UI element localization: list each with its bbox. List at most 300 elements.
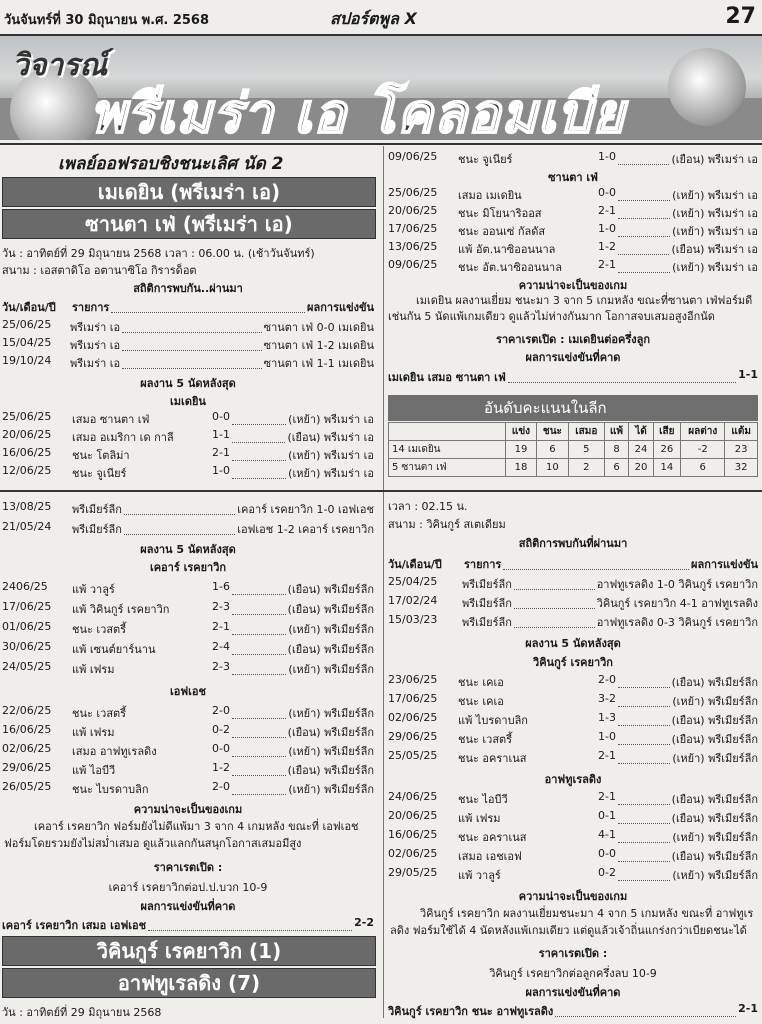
form-score: 0-0 [212, 742, 230, 755]
form-date: 20/06/25 [388, 204, 438, 217]
leader-dots [618, 730, 670, 745]
form-date: 17/06/25 [2, 600, 52, 613]
form-venue-comp: (เยือน) พรีเมียร์ลีก [671, 714, 758, 727]
form-opponent: ชนะ จูเนียร์ [458, 153, 513, 166]
form-date: 30/06/25 [2, 640, 52, 653]
brand-logo: สปอร์ตพูล X [330, 9, 417, 28]
h2h-result: เอฟเอช 1-2 เคอาร์ เรคยาวิก [237, 523, 374, 536]
form-date: 24/06/25 [388, 790, 438, 803]
form-venue-comp: (เยือน) พรีเมียร์ลีก [287, 583, 374, 596]
column-divider [383, 146, 384, 1018]
form-venue-comp: (เหย้า) พรีเมียร์ลีก [672, 695, 758, 708]
form-opponent: แพ้ เซนต์ยาร์นาน [72, 643, 156, 656]
leader-dots [232, 410, 286, 425]
form-date: 2406/25 [2, 580, 48, 593]
standings-row [389, 459, 758, 477]
match3-home-bar: วิคินกูร์ เรคยาวิก (1) [2, 936, 376, 966]
form-date: 16/06/25 [2, 446, 52, 459]
h2h-result: เคอาร์ เรคยาวิก 1-0 เอฟเอช [237, 503, 374, 516]
leader-dots [514, 613, 595, 628]
form-row [2, 464, 374, 482]
h2h-row [2, 318, 374, 336]
h2h-header [2, 298, 374, 316]
standings-cell: 19 [506, 441, 537, 459]
form-date: 29/05/25 [388, 866, 438, 879]
form-venue-comp: (เหย้า) พรีเมียร์ลีก [288, 745, 374, 758]
form-opponent: ชนะ อคราเนส [458, 831, 527, 844]
form-row [2, 723, 374, 741]
divider [0, 143, 762, 145]
form-score: 1-6 [212, 580, 230, 593]
leader-dots [618, 866, 670, 881]
form-venue-comp: (เหย้า) พรีเมร่า เอ [288, 467, 374, 480]
h2h-row [388, 594, 758, 612]
leader-dots [618, 222, 670, 237]
match3-predict [388, 1002, 758, 1020]
standings-cell: 2 [568, 459, 604, 477]
form-score: 2-3 [212, 600, 230, 613]
form-opponent: ชนะ จูเนียร์ [72, 467, 127, 480]
standings-head-cell: ผลต่าง [681, 423, 725, 441]
match1-h2h-title: สถิติการพบกัน..ผ่านมา [133, 282, 243, 295]
form-venue-comp: (เหย้า) พรีเมร่า เอ [672, 207, 758, 220]
standings-cell: 14 [653, 459, 681, 477]
form-opponent: แพ้ วาลูร์ [72, 583, 115, 596]
form-row [2, 742, 374, 760]
leader-dots [232, 742, 286, 757]
form-venue-comp: (เหย้า) พรีเมร่า เอ [288, 449, 374, 462]
match1-odds: ราคาเรตเปิด : เมเดยินต่อครึ่งลูก [495, 333, 651, 346]
form-score: 2-0 [598, 673, 616, 686]
h2h-date: 21/05/24 [2, 520, 52, 533]
form-row [388, 673, 758, 691]
leader-dots [232, 723, 286, 738]
h2h-competition: พรีเมร่า เอ [70, 357, 121, 370]
form-score: 2-4 [212, 640, 230, 653]
form-opponent: แพ้ เฟรม [72, 726, 115, 739]
h2h-competition: พรีเมร่า เอ [70, 339, 121, 352]
leader-dots [232, 640, 286, 655]
h2h-result: อาฟทูเรลดิง 0-3 วิคินกูร์ เรคยาวิก [596, 616, 758, 629]
leader-dots [618, 673, 670, 688]
match3-away-bar: อาฟทูเรลดิง (7) [2, 968, 376, 998]
form-score: 1-2 [598, 240, 616, 253]
form-score: 0-0 [598, 186, 616, 199]
form-score: 2-1 [598, 258, 616, 271]
form-row [388, 866, 758, 884]
form-row [388, 204, 758, 222]
h2h-head-date: วัน/เดือน/ปี [388, 558, 442, 571]
match1-analysis-title: ความน่าจะเป็นของเกม [518, 279, 628, 292]
form-opponent: ชนะ เคเอ [458, 676, 504, 689]
football-icon-right [668, 48, 746, 126]
standings-cell: 6 [604, 459, 629, 477]
form-row [388, 150, 758, 168]
form-venue-comp: (เยือน) พรีเมียร์ลีก [671, 733, 758, 746]
standings-cell: 24 [629, 441, 653, 459]
standings-head-cell: แพ้ [604, 423, 629, 441]
form-opponent: เสมอ อเมริกา เด กาลี [72, 431, 174, 444]
leader-dots [122, 318, 262, 333]
form-row [388, 186, 758, 204]
h2h-head-comp: รายการ [72, 301, 110, 314]
form-venue-comp: (เยือน) พรีเมียร์ลีก [287, 764, 374, 777]
leader-dots [514, 575, 595, 590]
form-row [388, 809, 758, 827]
standings-title: อันดับคะแนนในลีก [388, 395, 758, 421]
standings-cell: -2 [681, 441, 725, 459]
form-row [388, 730, 758, 748]
h2h-row [388, 575, 758, 593]
form-score: 2-1 [598, 204, 616, 217]
form-date: 22/06/25 [2, 704, 52, 717]
leader-dots [618, 186, 670, 201]
form-venue-comp: (เหย้า) พรีเมียร์ลีก [672, 752, 758, 765]
standings-cell: 6 [536, 441, 568, 459]
h2h-head-comp: รายการ [464, 558, 502, 571]
leader-dots [232, 704, 286, 719]
form-score: 1-3 [598, 711, 616, 724]
match2-predict-title: ผลการแข่งขันที่คาด [140, 900, 236, 913]
form-venue-comp: (เหย้า) พรีเมียร์ลีก [288, 783, 374, 796]
match3-predict-text: วิคินกูร์ เรคยาวิก ชนะ อาฟทูเรลดิง [388, 1005, 554, 1018]
h2h-row [2, 500, 374, 518]
leader-dots [232, 600, 286, 615]
standings-team: 5 ซานตา เฟ่ [389, 459, 506, 477]
leader-dots [618, 258, 670, 273]
banner-title: พรีเมร่า เอ โคลอมเบีย [90, 82, 626, 140]
match3-date: วัน : อาทิตย์ที่ 29 มิถุนายน 2568 [2, 1006, 162, 1019]
form-row [2, 410, 374, 428]
h2h-competition: พรีเมร่า เอ [70, 321, 121, 334]
form-venue-comp: (เหย้า) พรีเมียร์ลีก [288, 707, 374, 720]
h2h-result: วิคินกูร์ เรคยาวิก 4-1 อาฟทูเรลดิง [596, 597, 758, 610]
match2-analysis: เคอาร์ เรคยาวิก ฟอร์มยังไม่ดีแพ้มา 3 จาก 4 เกมหลัง ขณะที่ เอฟเอช ฟอร์มโดยรวมยังไม่สม่ำเสมอ ดูแล้วแลกกันสนุกโอกาสเสมอมีสูง [4, 820, 359, 850]
leader-dots [122, 336, 262, 351]
form-date: 02/06/25 [388, 711, 438, 724]
h2h-row [388, 613, 758, 631]
leader-dots [232, 660, 286, 675]
h2h-competition: พรีเมียร์ลีก [72, 503, 122, 516]
match3-predict-score: 2-1 [738, 1002, 758, 1015]
form-date: 12/06/25 [2, 464, 52, 477]
form-venue-comp: (เยือน) พรีเมร่า เอ [671, 153, 758, 166]
standings-cell: 8 [604, 441, 629, 459]
match1-predict-score: 1-1 [738, 368, 758, 381]
leader-dots [618, 711, 670, 726]
match1-team2-title: ซานตา เฟ่ [548, 171, 598, 184]
match3-odds-title: ราคาเรตเปิด : [538, 947, 608, 960]
h2h-result: ซานตา เฟ่ 1-2 เมเดยิน [263, 339, 374, 352]
form-venue-comp: (เยือน) พรีเมร่า เอ [671, 243, 758, 256]
form-score: 0-2 [212, 723, 230, 736]
standings-head-cell: แต้ม [725, 423, 758, 441]
standings-head-cell: ชนะ [536, 423, 568, 441]
h2h-competition: พรีเมียร์ลีก [462, 616, 512, 629]
h2h-row [2, 520, 374, 538]
h2h-head-date: วัน/เดือน/ปี [2, 301, 56, 314]
match3-h2h-title: สถิติการพบกันที่ผ่านมา [518, 537, 628, 550]
form-score: 2-1 [598, 749, 616, 762]
form-date: 01/06/25 [2, 620, 52, 633]
standings-head-cell: ได้ [629, 423, 653, 441]
leader-dots [514, 594, 595, 609]
form-date: 02/06/25 [388, 847, 438, 860]
form-score: 4-1 [598, 828, 616, 841]
h2h-competition: พรีเมียร์ลีก [462, 597, 512, 610]
standings-cell: 5 [568, 441, 604, 459]
form-score: 2-1 [212, 446, 230, 459]
standings-cell: 6 [681, 459, 725, 477]
form-score: 1-0 [212, 464, 230, 477]
form-opponent: ชนะ เคเอ [458, 695, 504, 708]
standings-cell: 18 [506, 459, 537, 477]
leader-dots [618, 828, 670, 843]
form-score: 3-2 [598, 692, 616, 705]
form-date: 20/06/25 [388, 809, 438, 822]
h2h-date: 19/10/24 [2, 354, 52, 367]
form-row [388, 258, 758, 276]
form-date: 17/06/25 [388, 222, 438, 235]
h2h-head-result: ผลการแข่งขัน [307, 301, 374, 314]
match2-odds: เคอาร์ เรคยาวิกต่อป.ป.บวก 10-9 [108, 881, 268, 894]
match3-predict-title: ผลการแข่งขันที่คาด [525, 986, 621, 999]
h2h-date: 13/08/25 [2, 500, 52, 513]
leader-dots [232, 761, 286, 776]
match3-odds: วิคินกูร์ เรคยาวิกต่อลูกครึ่งลบ 10-9 [489, 967, 657, 980]
form-opponent: ชนะ เวสตรี้ [458, 733, 513, 746]
banner-kicker: วิจารณ์ [12, 48, 108, 83]
form-row [388, 240, 758, 258]
issue-date: วันจันทร์ที่ 30 มิถุนายน พ.ศ. 2568 [4, 13, 210, 28]
form-venue-comp: (เยือน) พรีเมียร์ลีก [671, 676, 758, 689]
h2h-result: ซานตา เฟ่ 1-1 เมเดยิน [263, 357, 374, 370]
match2-team2-title: เอฟเอช [170, 685, 206, 698]
h2h-competition: พรีเมียร์ลีก [462, 578, 512, 591]
leader-dots [124, 500, 235, 515]
match3-last5-title: ผลงาน 5 นัดหลังสุด [525, 637, 621, 650]
form-venue-comp: (เหย้า) พรีเมร่า เอ [672, 225, 758, 238]
match3-analysis: วิคินกูร์ เรคยาวิก ผลงานเยี่ยมชนะมา 4 จาก 5 เกมหลัง ขณะที่ อาฟทูเรลดิง ฟอร์มใช้ได้ 4 นัดหลังแพ้เกมเดียว แต่ดูแล้วเจ้าถิ่นแกร่งกว่าเบียดชนะได้ [390, 907, 754, 937]
form-date: 23/06/25 [388, 673, 438, 686]
match2-last5-title: ผลงาน 5 นัดหลังสุด [140, 543, 236, 556]
divider [0, 490, 762, 492]
standings-table [388, 422, 758, 477]
h2h-competition: พรีเมียร์ลีก [72, 523, 122, 536]
form-row [388, 790, 758, 808]
leader-dots [232, 464, 286, 479]
h2h-date: 25/04/25 [388, 575, 438, 588]
form-venue-comp: (เยือน) พรีเมร่า เอ [287, 431, 374, 444]
standings-head-cell: เสีย [653, 423, 681, 441]
leader-dots [232, 620, 286, 635]
standings-cell: 26 [653, 441, 681, 459]
form-opponent: ชนะ ไอบีวี [458, 793, 508, 806]
match3-team1-title: วิคินกูร์ เรคยาวิก [533, 656, 613, 669]
form-date: 16/06/25 [2, 723, 52, 736]
h2h-result: ซานตา เฟ่ 0-0 เมเดยิน [263, 321, 374, 334]
form-row [2, 428, 374, 446]
form-date: 24/05/25 [2, 660, 52, 673]
match3-h2h-header [388, 555, 758, 573]
form-venue-comp: (เหย้า) พรีเมียร์ลีก [672, 869, 758, 882]
form-date: 26/05/25 [2, 780, 52, 793]
form-date: 25/06/25 [388, 186, 438, 199]
form-date: 25/06/25 [2, 410, 52, 423]
form-row [388, 692, 758, 710]
form-date: 09/06/25 [388, 258, 438, 271]
form-opponent: ชนะ มิโยนาริออส [458, 207, 542, 220]
match2-analysis-title: ความน่าจะเป็นของเกม [133, 803, 243, 816]
form-venue-comp: (เยือน) พรีเมียร์ลีก [287, 726, 374, 739]
match1-last5-title: ผลงาน 5 นัดหลังสุด [140, 377, 236, 390]
form-score: 1-0 [598, 730, 616, 743]
h2h-row [2, 354, 374, 372]
standings-cell: 20 [629, 459, 653, 477]
form-date: 29/06/25 [2, 761, 52, 774]
form-score: 1-2 [212, 761, 230, 774]
form-row [388, 222, 758, 240]
standings-cell: 23 [725, 441, 758, 459]
h2h-row [2, 336, 374, 354]
form-date: 29/06/25 [388, 730, 438, 743]
form-opponent: ชนะ โตลิม่า [72, 449, 130, 462]
form-score: 2-3 [212, 660, 230, 673]
form-row [2, 704, 374, 722]
leader-dots [618, 204, 670, 219]
form-row [2, 620, 374, 638]
form-date: 25/05/25 [388, 749, 438, 762]
form-score: 1-0 [598, 150, 616, 163]
form-score: 0-0 [212, 410, 230, 423]
match1-date: วัน : อาทิตย์ที่ 29 มิถุนายน 2568 เวลา : 06.00 น. (เช้าวันจันทร์) [2, 247, 315, 260]
form-venue-comp: (เยือน) พรีเมียร์ลีก [287, 643, 374, 656]
form-opponent: เสมอ อาฟทูเรลดิง [72, 745, 157, 758]
form-opponent: เสมอ เอชเอฟ [458, 850, 522, 863]
form-opponent: แพ้ ไอบีวี [72, 764, 116, 777]
form-opponent: แพ้ วิคินกูร์ เรคยาวิก [72, 603, 170, 616]
form-opponent: ชนะ ไบรดาบลิก [72, 783, 149, 796]
standings-cell: 32 [725, 459, 758, 477]
form-venue-comp: (เหย้า) พรีเมียร์ลีก [288, 663, 374, 676]
match1-analysis: เมเดยิน ผลงานเยี่ยม ชนะมา 3 จาก 5 เกมหลัง ขณะที่ซานตา เฟ่ฟอร์มดีเช่นกัน 5 นัดแพ้เกมเดียว ดูแล้วไม่ห่างกันมาก โอกาสจบเสมอสูงอีกนัด [388, 294, 753, 323]
form-opponent: แพ้ เฟรม [458, 812, 501, 825]
match3-venue: สนาม : วิคินกูร์ สเตเดียม [388, 518, 506, 531]
leader-dots [618, 847, 670, 862]
leader-dots [122, 354, 262, 369]
form-venue-comp: (เหย้า) พรีเมร่า เอ [672, 189, 758, 202]
form-venue-comp: (เหย้า) พรีเมียร์ลีก [288, 623, 374, 636]
match3-analysis-title: ความน่าจะเป็นของเกม [518, 890, 628, 903]
h2h-head-result: ผลการแข่งขัน [691, 558, 758, 571]
form-venue-comp: (เหย้า) พรีเมร่า เอ [288, 413, 374, 426]
page-header [0, 0, 762, 36]
form-score: 0-0 [598, 847, 616, 860]
form-row [2, 640, 374, 658]
form-opponent: แพ้ อัต.นาซิออนนาล [458, 243, 556, 256]
form-date: 02/06/25 [2, 742, 52, 755]
form-row [2, 780, 374, 798]
h2h-date: 15/04/25 [2, 336, 52, 349]
form-opponent: ชนะ อัต.นาซิออนนาล [458, 261, 562, 274]
form-opponent: ชนะ เวสตรี้ [72, 707, 127, 720]
leader-dots [618, 692, 670, 707]
form-venue-comp: (เยือน) พรีเมียร์ลีก [287, 603, 374, 616]
form-venue-comp: (เยือน) พรีเมียร์ลีก [671, 812, 758, 825]
form-opponent: แพ้ ไบรดาบลิก [458, 714, 528, 727]
standings-cell: 10 [536, 459, 568, 477]
form-row [388, 749, 758, 767]
leader-dots [618, 749, 670, 764]
form-venue-comp: (เยือน) พรีเมียร์ลีก [671, 850, 758, 863]
match1-home-bar: เมเดยิน (พรีเมร่า เอ) [2, 177, 376, 207]
match1-subtitle: เพลย์ออฟรอบชิงชนะเลิศ นัด 2 [58, 154, 284, 174]
match1-venue: สนาม : เอสตาดิโอ อตานาซิโอ กิรารด็อต [2, 264, 197, 277]
standings-head-cell: เสมอ [568, 423, 604, 441]
form-row [2, 446, 374, 464]
standings-head-cell: แข่ง [506, 423, 537, 441]
standings-team: 14 เมเดยิน [389, 441, 506, 459]
match2-odds-title: ราคาเรตเปิด : [153, 861, 223, 874]
match2-predict-score: 2-2 [354, 916, 374, 929]
leader-dots [232, 428, 286, 443]
leader-dots [232, 580, 286, 595]
standings-row [389, 441, 758, 459]
match2-predict-text: เคอาร์ เรคยาวิก เสมอ เอฟเอช [2, 919, 147, 932]
h2h-date: 15/03/23 [388, 613, 438, 626]
match3-time: เวลา : 02.15 น. [388, 500, 468, 513]
leader-dots [232, 780, 286, 795]
leader-dots [232, 446, 286, 461]
match1-team1-title: เมเดยิน [170, 395, 206, 408]
form-score: 0-1 [598, 809, 616, 822]
form-score: 0-2 [598, 866, 616, 879]
form-date: 20/06/25 [2, 428, 52, 441]
form-date: 13/06/25 [388, 240, 438, 253]
form-date: 09/06/25 [388, 150, 438, 163]
form-score: 1-0 [598, 222, 616, 235]
form-row [2, 761, 374, 779]
match1-away-bar: ซานตา เฟ่ (พรีเมร่า เอ) [2, 209, 376, 239]
form-opponent: ชนะ เวสตรี้ [72, 623, 127, 636]
form-score: 2-0 [212, 704, 230, 717]
form-score: 2-1 [598, 790, 616, 803]
form-opponent: เสมอ เมเดยิน [458, 189, 522, 202]
form-row [388, 828, 758, 846]
match3-team2-title: อาฟทูเรลดิง [544, 773, 602, 786]
form-opponent: ชนะ ออนเซ่ กัลดัส [458, 225, 546, 238]
form-row [388, 847, 758, 865]
page-number: 27 [725, 4, 756, 29]
title-banner [0, 36, 762, 140]
form-row [2, 660, 374, 678]
form-row [388, 711, 758, 729]
leader-dots [618, 240, 670, 255]
form-date: 17/06/25 [388, 692, 438, 705]
match2-team1-title: เคอาร์ เรคยาวิก [149, 561, 227, 574]
form-venue-comp: (เยือน) พรีเมียร์ลีก [671, 793, 758, 806]
leader-dots [124, 520, 235, 535]
form-opponent: ชนะ อคราเนส [458, 752, 527, 765]
match1-predict-text: เมเดยิน เสมอ ซานตา เฟ่ [388, 371, 506, 384]
leader-dots [618, 150, 670, 165]
form-row [2, 580, 374, 598]
form-score: 2-1 [212, 620, 230, 633]
match1-predict-title: ผลการแข่งขันที่คาด [525, 351, 621, 364]
form-date: 16/06/25 [388, 828, 438, 841]
form-row [2, 600, 374, 618]
leader-dots [618, 790, 670, 805]
